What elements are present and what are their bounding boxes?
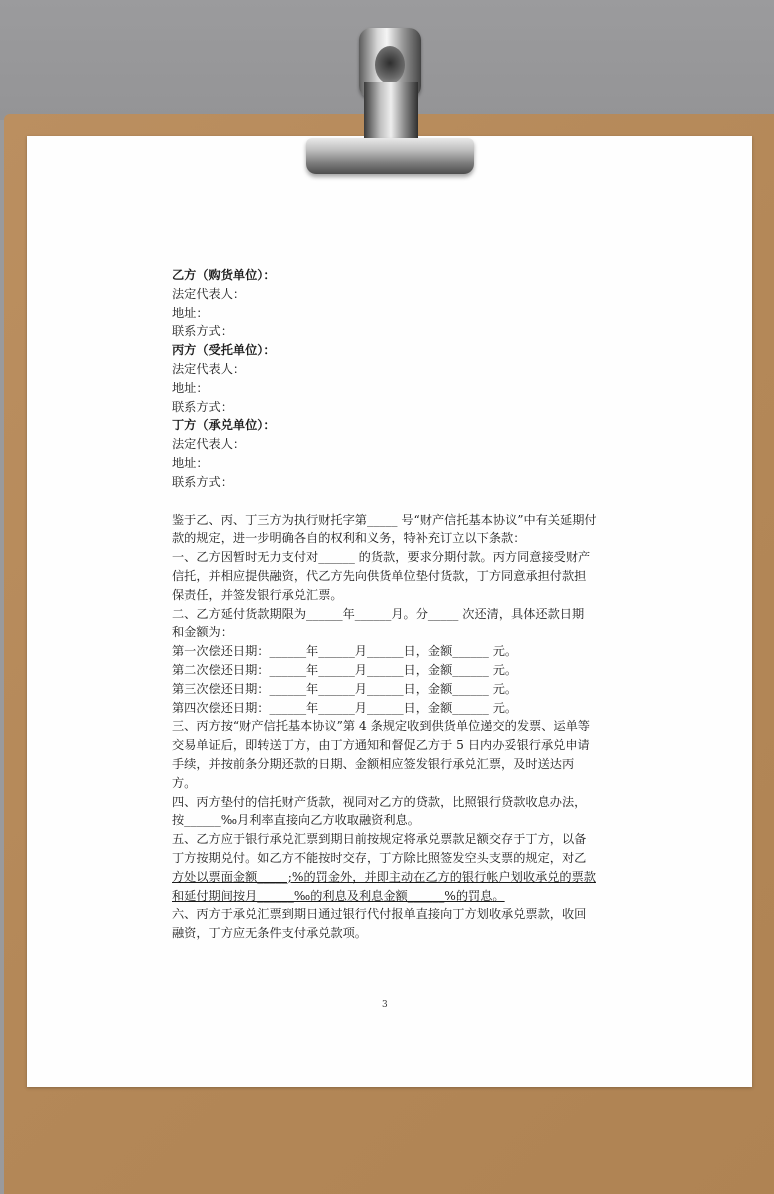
intro-line: 鉴于乙、丙、丁三方为执行财托字第_____ 号“财产信托基本协议”中有关延期付 (172, 512, 597, 527)
installment-line: 第四次偿还日期：______年______月______日，金额______ 元。 (172, 700, 518, 715)
clause-3-line: 三、丙方按“财产信托基本协议”第 4 条规定收到供货单位递交的发票、运单等 (172, 719, 590, 734)
clause-1-line: 保责任，并签发银行承兑汇票。 (172, 587, 343, 602)
clause-2-line: 和金额为： (172, 625, 233, 640)
party-title: 丙方（受托单位）： (172, 343, 276, 358)
installment-line: 第二次偿还日期：______年______月______日，金额______ 元。 (172, 662, 518, 677)
clause-3-line: 手续，并按前条分期还款的日期、金额相应签发银行承兑汇票，及时送达丙 (172, 756, 575, 771)
party-field: 法定代表人： (172, 437, 246, 452)
spacer (172, 492, 612, 511)
clause-5-line: 丁方按期兑付。如乙方不能按时交存，丁方除比照签发空头支票的规定，对乙 (172, 850, 587, 865)
party-field: 联系方式： (172, 399, 233, 414)
page-number: 3 (382, 1000, 388, 1010)
installment-line: 第三次偿还日期：______年______月______日，金额______ 元。 (172, 681, 518, 696)
clause-4-line: 按______‰月利率直接向乙方收取融资利息。 (172, 813, 420, 828)
party-title: 丁方（承兑单位）： (172, 418, 276, 433)
clause-2-line: 二、乙方延付货款期限为______年______月。分_____ 次还清，具体还款日期 (172, 606, 585, 621)
clause-3-line: 方。 (172, 775, 197, 790)
party-field: 法定代表人： (172, 286, 246, 301)
party-field: 法定代表人： (172, 361, 246, 376)
clause-5-line: 五、乙方应于银行承兑汇票到期日前按规定将承兑票款足额交存于丁方，以备 (172, 832, 587, 847)
clause-1-line: 信托，并相应提供融资，代乙方先向供货单位垫付货款，丁方同意承担付款担 (172, 568, 587, 583)
clause-5-line: 和延付期间按月______‰的利息及利息金额______%的罚息。 (172, 888, 505, 903)
party-field: 联系方式： (172, 474, 233, 489)
binder-clip-body (364, 82, 418, 142)
clause-6-line: 融资，丁方应无条件支付承兑款项。 (172, 926, 367, 941)
party-title: 乙方（购货单位）： (172, 268, 276, 282)
contract-text (172, 266, 612, 943)
binder-clip-base (306, 138, 474, 174)
clause-4-line: 四、丙方垫付的信托财产货款，视同对乙方的贷款，比照银行贷款收息办法， (172, 794, 587, 809)
binder-clip-hole (375, 46, 405, 84)
party-field: 地址： (172, 455, 209, 470)
clause-1-line: 一、乙方因暂时无力支付对______ 的货款，要求分期付款。丙方同意接受财产 (172, 550, 591, 565)
party-field: 地址： (172, 305, 209, 320)
clause-3-line: 交易单证后，即转送丁方，由丁方通知和督促乙方于 5 日内办妥银行承兑申请 (172, 738, 590, 753)
clause-5-line: 方处以票面金额_____;%的罚金外，并即主动在乙方的银行帐户划收承兑的票款 (172, 869, 596, 884)
party-field: 联系方式： (172, 324, 233, 339)
installment-line: 第一次偿还日期：______年______月______日，金额______ 元。 (172, 644, 518, 659)
intro-line: 款的规定，进一步明确各自的权利和义务，特补充订立以下条款： (172, 531, 526, 546)
clause-6-line: 六、丙方于承兑汇票到期日通过银行代付报单直接向丁方划收承兑票款，收回 (172, 907, 587, 922)
party-field: 地址： (172, 380, 209, 395)
